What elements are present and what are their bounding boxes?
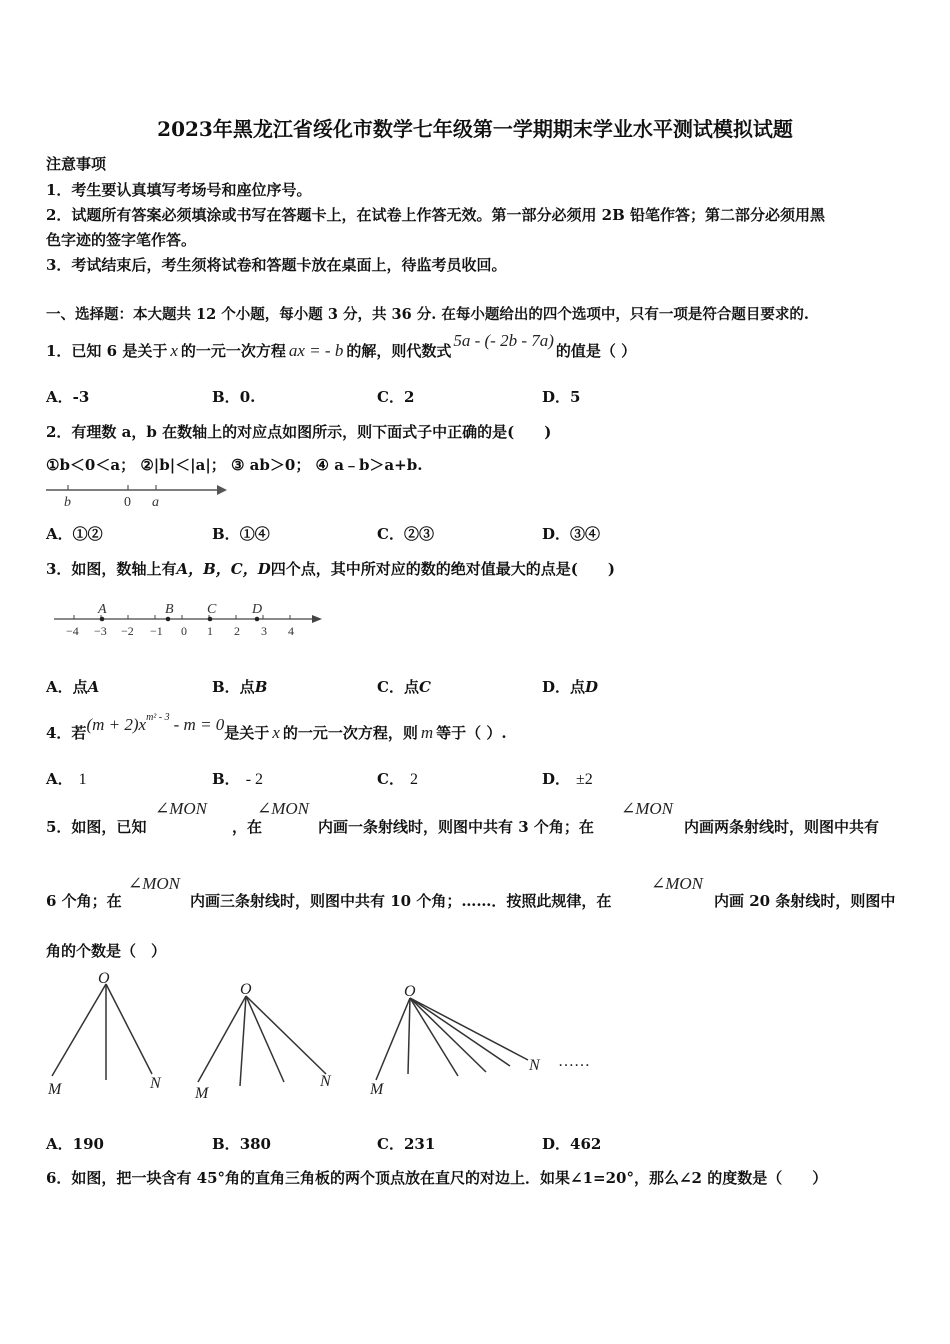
- q5-line-1-c: 内画一条射线时，则图中共有 3 个角；在: [318, 818, 594, 836]
- q5-line-2-b: 内画三条射线时，则图中共有 10 个角；……．按照此规律，在: [190, 892, 612, 910]
- q4-text-a: 4．若: [46, 724, 87, 742]
- label-n: N: [320, 1073, 331, 1090]
- question-6: 6．如图，把一块含有 45°角的直角三角板的两个顶点放在直尺的对边上．如果∠1=20°，那么∠2 的度数是（ ）: [46, 1169, 828, 1187]
- point-a: [100, 617, 105, 622]
- ray-om: [52, 984, 106, 1076]
- q2-option-c[interactable]: [377, 523, 434, 544]
- tick-label: −2: [121, 624, 134, 638]
- option-value: 5: [570, 388, 581, 406]
- note-2a: 2．试题所有答案必须填涂或书写在答题卡上，在试卷上作答无效。第一部分必须用 2B 铅笔作答；第二部分必须用黑: [46, 206, 826, 224]
- option-value: 190: [72, 1135, 104, 1153]
- option-value: 0.: [239, 388, 256, 406]
- q2-statements: ①b＜0＜a； ②|b|＜|a|； ③ ab＞0； ④ a﹣b＞a+b.: [46, 456, 423, 474]
- section-heading: 一、选择题：本大题共 12 个小题，每小题 3 分，共 36 分. 在每小题给出的四个选项中，只有一项是符合题目要求的.: [46, 306, 809, 323]
- q2-option-b[interactable]: [212, 523, 270, 544]
- q5-line-2-a: 6 个角；在: [46, 892, 122, 910]
- q4-option-b[interactable]: [212, 768, 263, 789]
- q5-line-2-c: 内画 20 条射线时，则图中: [714, 892, 896, 910]
- q5-angle-1: ∠MON: [155, 799, 208, 818]
- label-o: O: [98, 970, 110, 987]
- option-value: ②③: [403, 525, 434, 543]
- option-label: A．: [46, 770, 73, 788]
- option-value: 380: [239, 1135, 271, 1153]
- q1-text-d: 的值是（ ）: [555, 342, 637, 360]
- option-value: ①②: [72, 525, 103, 543]
- option-value: D: [585, 678, 599, 696]
- tick-label: 1: [207, 624, 213, 638]
- label-m: M: [195, 1085, 209, 1102]
- option-label: C．点: [377, 678, 419, 696]
- tick-label: −3: [94, 624, 107, 638]
- q3-number-line: [50, 598, 330, 642]
- label-zero: 0: [124, 495, 131, 509]
- label-C: C: [207, 602, 217, 617]
- fan-figure-3: [369, 983, 590, 1098]
- question-1: [46, 331, 637, 361]
- option-label: C．: [377, 525, 404, 543]
- page-title: 2023年黑龙江省绥化市数学七年级第一学期期末学业水平测试模拟试题: [157, 117, 793, 141]
- option-label: B．: [212, 770, 240, 788]
- q5-line-3: 角的个数是（ ）: [46, 942, 167, 960]
- ray-inner: [408, 998, 410, 1074]
- option-value: 2: [409, 771, 418, 788]
- q4-option-c[interactable]: [377, 768, 418, 789]
- q3-text-b: 四个点，其中所对应的数的绝对值最大的点是( ): [270, 560, 615, 578]
- q5-angle-5: ∠MON: [651, 874, 704, 893]
- option-label: D．: [542, 388, 571, 406]
- q5-line-1-a: 5．如图，已知: [46, 818, 147, 836]
- q1-expression: 5a - (- 2b - 7a): [453, 331, 554, 350]
- option-value: ③④: [570, 525, 601, 543]
- q4-option-a[interactable]: [46, 768, 87, 789]
- tick-label: −4: [66, 624, 79, 638]
- q4-m: m: [420, 723, 434, 742]
- option-value: 462: [570, 1135, 602, 1153]
- q5-line-1-d: 内画两条射线时，则图中共有: [684, 818, 880, 836]
- option-label: B．: [212, 1135, 240, 1153]
- label-o: O: [240, 981, 252, 998]
- option-value: 1: [78, 771, 87, 788]
- option-value: -3: [72, 388, 90, 406]
- option-label: A．: [46, 388, 73, 406]
- question-4: [46, 712, 507, 743]
- q3-option-b[interactable]: [212, 676, 267, 697]
- q1-option-d[interactable]: [542, 386, 580, 407]
- label-m: M: [370, 1081, 384, 1098]
- q4-eq-part1: (m + 2)x: [86, 715, 147, 734]
- option-label: C．: [377, 1135, 404, 1153]
- q5-figure: [40, 968, 610, 1108]
- note-3: 3．考试结束后，考生须将试卷和答题卡放在桌面上，待监考员收回。: [46, 256, 507, 274]
- option-value: C: [418, 678, 431, 696]
- q2-option-d[interactable]: [542, 523, 600, 544]
- label-n: N: [150, 1075, 161, 1092]
- label-m: M: [48, 1081, 62, 1098]
- q5-angle-4: ∠MON: [128, 874, 181, 893]
- ellipsis: ……: [558, 1053, 590, 1070]
- notes-heading: 注意事项: [46, 155, 107, 173]
- tick-label: 0: [181, 624, 187, 638]
- label-D: D: [252, 602, 263, 617]
- axis-arrow: [217, 485, 227, 495]
- q4-text-d: 等于（ ）.: [436, 724, 507, 742]
- option-label: B．点: [212, 678, 255, 696]
- option-label: C．: [377, 770, 404, 788]
- tick-label: 4: [288, 624, 294, 638]
- point-b: [166, 617, 171, 622]
- option-label: D．: [542, 770, 571, 788]
- q3-option-c[interactable]: [377, 676, 431, 697]
- note-1: 1．考生要认真填写考场号和座位序号。: [46, 181, 312, 199]
- q4-x: x: [272, 723, 280, 742]
- ray-on: [410, 998, 528, 1060]
- ray-on: [106, 984, 152, 1074]
- label-a: a: [152, 495, 159, 509]
- q4-eq-part2: - m = 0: [173, 715, 225, 734]
- note-2b: 色字迹的签字笔作答。: [46, 231, 197, 249]
- q2-number-line: [44, 481, 229, 509]
- ray-inner: [246, 996, 284, 1082]
- q1-text-a: 1．已知 6 是关于: [46, 342, 168, 360]
- ray-om: [198, 996, 246, 1082]
- label-o: O: [404, 983, 416, 1000]
- label-B: B: [165, 602, 174, 617]
- q1-text-c: 的解，则代数式: [346, 342, 452, 360]
- fan-figure-1: [47, 970, 162, 1098]
- q1-option-a[interactable]: [46, 386, 89, 407]
- option-value: ±2: [576, 771, 593, 788]
- option-value: 2: [403, 388, 415, 406]
- q5-angle-2: ∠MON: [257, 799, 310, 818]
- fan-figure-2: [194, 981, 332, 1102]
- ray-on: [246, 996, 326, 1074]
- q5-line-1-b: ，在: [232, 818, 263, 836]
- option-value: 231: [403, 1135, 436, 1153]
- question-3: [46, 558, 615, 579]
- ray-inner: [410, 998, 510, 1066]
- q5-angle-3: ∠MON: [621, 799, 674, 818]
- tick-label: −1: [150, 624, 163, 638]
- option-value: - 2: [245, 771, 264, 788]
- q1-option-b[interactable]: [212, 386, 255, 407]
- q4-text-b: 是关于: [224, 724, 270, 742]
- option-label: B．: [212, 525, 240, 543]
- option-value: B: [254, 678, 268, 696]
- tick-label: 2: [234, 624, 240, 638]
- q5-option-a[interactable]: [46, 1133, 104, 1154]
- option-label: C．: [377, 388, 404, 406]
- point-c: [208, 617, 213, 622]
- option-label: D．点: [542, 678, 586, 696]
- q3-points: A，B，C，D: [176, 560, 271, 578]
- q5-option-c[interactable]: [377, 1133, 435, 1154]
- q1-text-b: 的一元一次方程: [180, 342, 286, 360]
- q4-option-d[interactable]: [542, 768, 593, 789]
- q1-equation: ax = - b: [288, 341, 344, 360]
- point-d: [255, 617, 260, 622]
- ray-om: [376, 998, 410, 1080]
- q3-option-d[interactable]: [542, 676, 598, 697]
- option-label: D．: [542, 525, 571, 543]
- q4-text-c: 的一元一次方程，则: [282, 724, 418, 742]
- label-n: N: [529, 1057, 540, 1074]
- option-label: B．: [212, 388, 240, 406]
- q1-x: x: [170, 341, 178, 360]
- option-label: A．: [46, 1135, 73, 1153]
- axis-arrow: [312, 615, 322, 623]
- label-A: A: [98, 602, 107, 617]
- q1-option-c[interactable]: [377, 386, 414, 407]
- label-b: b: [64, 495, 71, 509]
- option-label: A．点: [46, 678, 88, 696]
- q3-text-a: 3．如图，数轴上有: [46, 560, 177, 578]
- ray-inner: [240, 996, 246, 1086]
- option-value: ①④: [239, 525, 270, 543]
- q3-option-a[interactable]: [46, 676, 99, 697]
- q2-option-a[interactable]: [46, 523, 103, 544]
- q5-option-b[interactable]: [212, 1133, 271, 1154]
- option-value: A: [87, 678, 100, 696]
- q5-option-d[interactable]: [542, 1133, 601, 1154]
- question-2: 2．有理数 a，b 在数轴上的对应点如图所示，则下面式子中正确的是( ): [46, 423, 552, 441]
- option-label: A．: [46, 525, 73, 543]
- option-label: D．: [542, 1135, 571, 1153]
- q4-exponent: m² - 3: [146, 712, 170, 723]
- tick-label: 3: [261, 624, 267, 638]
